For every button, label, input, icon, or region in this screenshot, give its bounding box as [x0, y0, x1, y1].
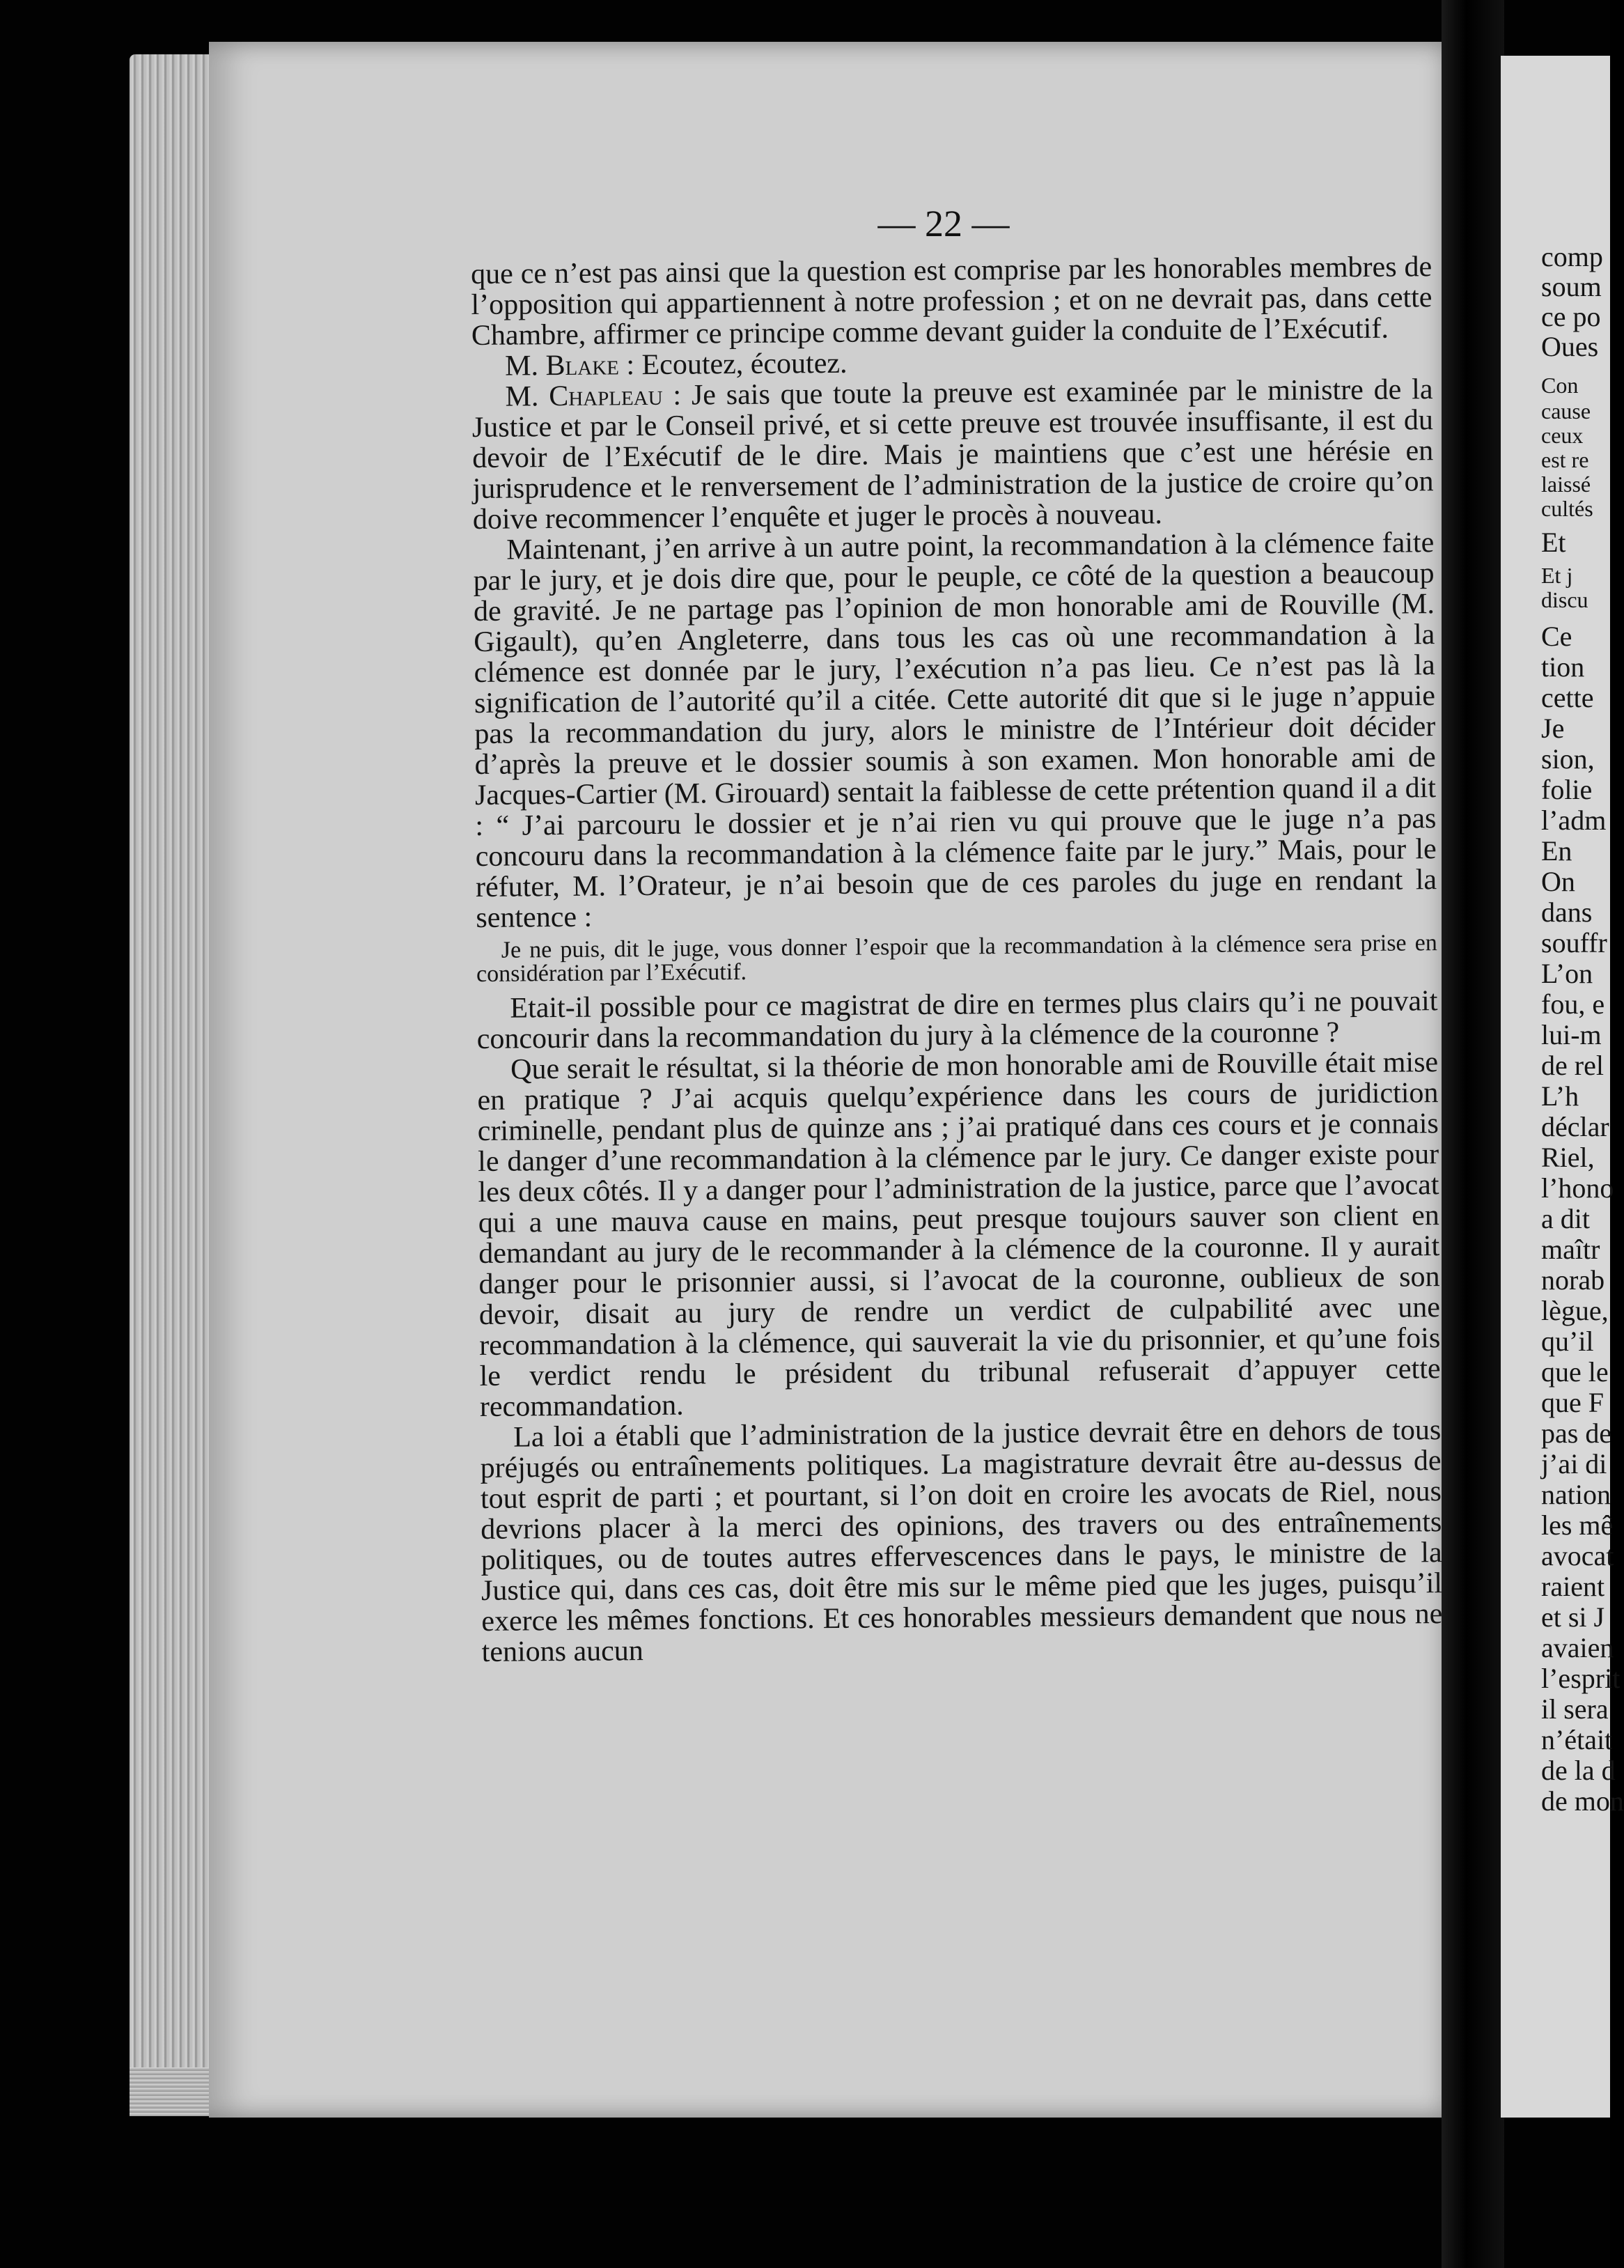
next-page-line: cause [1541, 398, 1591, 424]
next-page-line: discu [1541, 587, 1588, 612]
next-page-line: qu’il [1541, 1326, 1594, 1357]
next-page-line: a dit [1541, 1203, 1590, 1234]
next-page-line: de mon [1541, 1785, 1624, 1817]
next-page-line: l’hono [1541, 1172, 1614, 1204]
speaker-name: M. Blake : [505, 349, 635, 382]
next-page-line: et si J [1541, 1601, 1605, 1633]
speech-text: Je sais que toute la preuve est examinée par le ministre de la Justice et par le Conseil privé, et si cette preuve est trouvée insuffisante, il est du devoir de l’Exécutif de le dire. Mais je maintiens que c’est une hérésie en jurisprudence et le renversement de l’administration de la justice de croire qu’on doive recommencer l’enquête et juger le procès à nouveau. [471, 373, 1434, 536]
next-page-line: cultés [1541, 496, 1593, 521]
next-page-line: avocat [1541, 1540, 1614, 1571]
next-page-line: On [1541, 866, 1575, 897]
next-page-line: pas de [1541, 1418, 1612, 1449]
next-page-line: que le [1541, 1356, 1609, 1388]
next-page-line: les mê [1541, 1509, 1614, 1541]
next-page-line: raient [1541, 1571, 1605, 1602]
body-paragraph: Etait-il possible pour ce magistrat de dire en termes plus clairs qu’i ne pouvait concourir dans la recommandation du jury à la clémence de la couronne ? [476, 985, 1438, 1055]
next-page-line: dans [1541, 896, 1593, 928]
next-page-line: j’ai di [1541, 1448, 1607, 1479]
page-body [471, 251, 1443, 1668]
next-page-line: Je [1541, 713, 1565, 744]
page-number: — 22 — [877, 203, 1010, 244]
next-page-line: laissé [1541, 472, 1591, 497]
next-page-line: que F [1541, 1387, 1604, 1418]
next-page-line: fou, e [1541, 988, 1605, 1020]
next-page-line: déclar [1541, 1111, 1609, 1142]
next-page-line: lègue, [1541, 1295, 1609, 1326]
body-paragraph: Maintenant, j’en arrive à un autre point, la recommandation à la clémence faite par le jury, et je dois dire que, pour le peuple, ce côté de la question a beaucoup de gravité. Je ne partage pas l’opinion de mon honorable ami de Rouville (M. Gigault), qu’en Angleterre, dans tous les cas où une recommandation à la clémence est donnée par le jury, l’exécution n’a pas lieu. Ce n’est pas là la signification de l’autorité qu’il a citée. Cette autorité dit que si le juge n’appuie pas la recommandation du jury, alors le ministre de l’Intérieur doit décider d’après la preuve et le dossier soumis à son examen. Mon honorable ami de Jacques-Cartier (M. Girouard) sentait la faiblesse de cette prétention quand il a dit : “ J’ai parcouru le dossier et je n’ai rien vu qui prouve que le juge n’a pas concouru dans la recommandation à la clémence faite par le jury.” Mais, pour le réfuter, M. l’Orateur, je n’ai besoin que de ces paroles du juge en rendant la sentence : [473, 527, 1437, 934]
next-page-fragment [1501, 56, 1624, 2118]
next-page-line: sion, [1541, 743, 1595, 775]
next-page-line: est re [1541, 447, 1589, 472]
next-page-line: Riel, [1541, 1142, 1595, 1173]
next-page-line: Et j [1541, 563, 1573, 588]
next-page-line: ce po [1541, 301, 1601, 332]
next-page-line: Ce [1541, 621, 1572, 652]
next-page-line: norab [1541, 1264, 1605, 1296]
next-page-line: Et [1541, 527, 1566, 558]
next-page-line: il sera [1541, 1693, 1609, 1725]
next-page-line: ceux [1541, 423, 1584, 448]
next-page-line: cette [1541, 682, 1594, 713]
next-page-line: Oues [1541, 331, 1599, 362]
next-page-line: l’esprit [1541, 1663, 1621, 1694]
quoted-passage: Je ne puis, dit le juge, vous donner l’espoir que la recommandation à la clémence sera prise en considération par l’Exécutif. [476, 930, 1437, 987]
next-page-line: souffr [1541, 927, 1607, 958]
book-gutter [1442, 0, 1504, 2268]
speech-text: Ecoutez, écoutez. [634, 347, 848, 382]
next-page-line: soum [1541, 271, 1602, 302]
next-page-line: tion [1541, 651, 1585, 683]
next-page-line: folie [1541, 774, 1593, 805]
next-page-line: de rel [1541, 1050, 1604, 1081]
speech-paragraph [471, 374, 1434, 535]
next-page-line: En [1541, 835, 1572, 867]
next-page-line: de la d [1541, 1755, 1616, 1786]
next-page-line: L’on [1541, 958, 1593, 989]
next-page-line: Con [1541, 373, 1579, 398]
next-page-line: l’adm [1541, 805, 1607, 836]
body-paragraph: Que serait le résultat, si la théorie de mon honorable ami de Rouville était mise en pratique ? J’ai acquis quelqu’expérience dans les cours de juridiction criminelle, pendant plus de quinze ans ; j’ai pratiqué dans ces cours et je connais le danger d’une recommandation à la clémence par le jury. Ce danger existe pour les deux côtés. Il y a danger pour l’administration de la justice, parce que l’avocat qui a une mauva cause en mains, peut presque toujours sauver son client en demandant au jury de le recommander à la clémence de la couronne. Il y aurait danger pour le prisonnier aussi, si l’avocat de la couronne, oublieux de son devoir, disait au jury de rendre un verdict de culpabilité avec une recommandation à la clémence, qui sauverait la vie du prisonnier, et qu’une fois le verdict rendu le président du tribunal refuserait d’appuyer cette recommandation. [477, 1046, 1441, 1423]
next-page-line: comp [1541, 241, 1603, 272]
body-paragraph: La loi a établi que l’administration de la justice devrait être en dehors de tous préjugés ou entraînements politiques. La magistrature devrait être au-dessus de tout esprit de parti ; et pourtant, si l’on doit en croire les avocats de Riel, nous devrions placer à la merci des opinions, des travers ou des entraînements politiques, ou de toutes autres effervescences dans le pays, le ministre de la Justice qui, dans ces cas, doit être mis sur le même pied que les juges, puisqu’il exerce les mêmes fonctions. Et ces honorables messieurs demandent que nous ne tenions aucun [480, 1414, 1443, 1668]
next-page-line: nation [1541, 1479, 1611, 1510]
next-page-line: avaien [1541, 1632, 1614, 1663]
next-page-line: n’était [1541, 1724, 1613, 1755]
body-paragraph: que ce n’est pas ainsi que la question est comprise par les honorables membres de l’opposition qui appartiennent à notre profession ; et on ne devrait pas, dans cette Chambre, affirmer ce principe comme devant guider la conduite de l’Exécutif. [470, 251, 1432, 352]
speaker-name: M. Chapleau : [505, 379, 682, 413]
next-page-line: maîtr [1541, 1234, 1600, 1265]
next-page-line: lui-m [1541, 1019, 1602, 1050]
next-page-line: L’h [1541, 1080, 1579, 1112]
